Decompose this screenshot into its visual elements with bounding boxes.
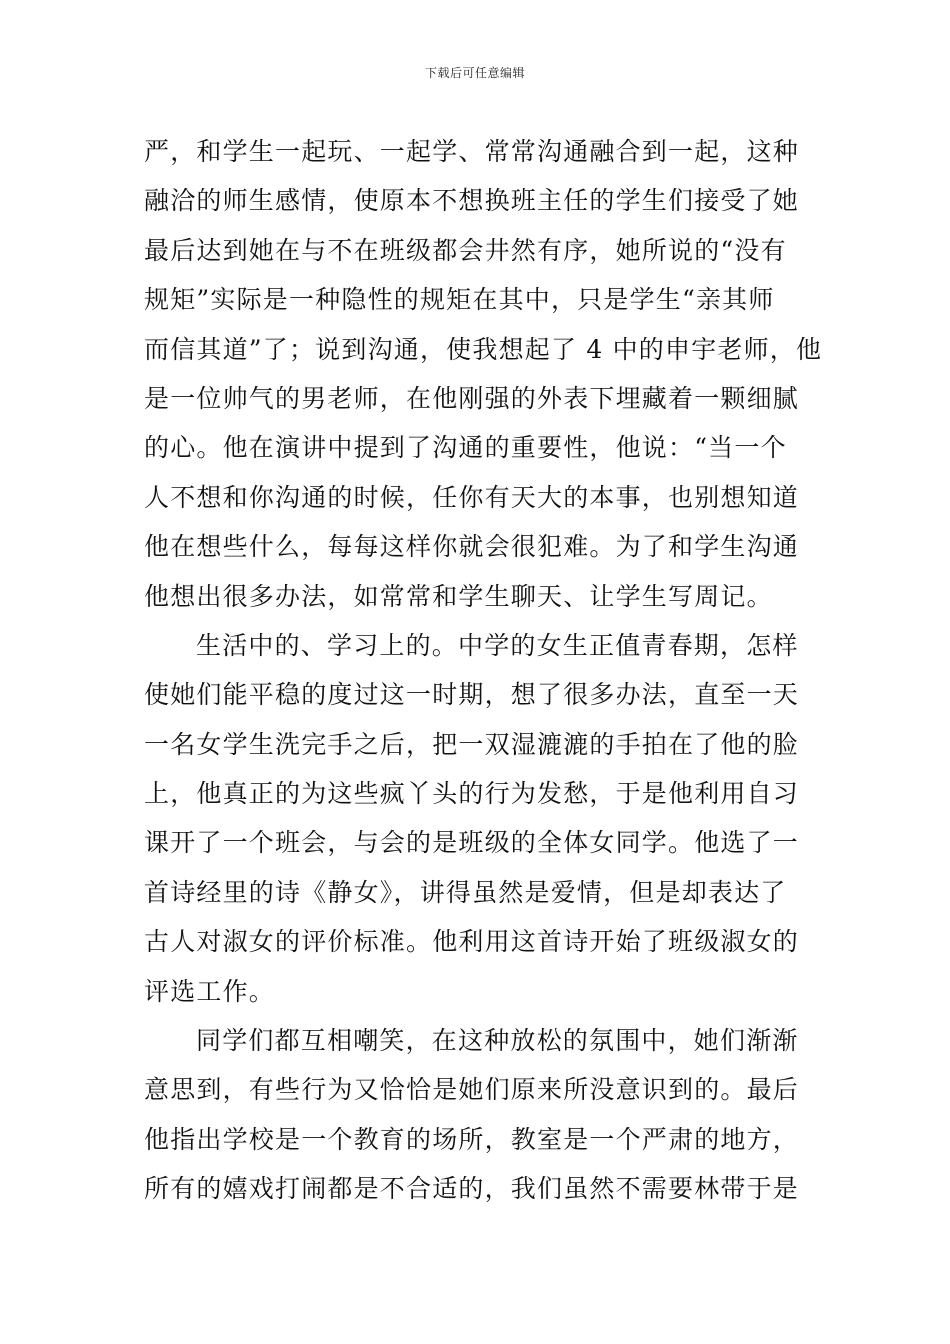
- text-line: 课开了一个班会，与会的是班级的全体女同学。他选了一: [144, 828, 800, 858]
- text-line: 是一位帅气的男老师，在他刚强的外表下埋藏着一颗细腻: [144, 383, 800, 413]
- text-line: 所有的嬉戏打闹都是不合适的，我们虽然不需要林带于是: [144, 1174, 800, 1204]
- text-line: 规矩”实际是一种隐性的规矩在其中，只是学生“亲其师: [144, 285, 775, 315]
- text-line: 他在想些什么，每每这样你就会很犯难。为了和学生沟通: [144, 532, 800, 562]
- text-line: 而信其道”了；说到沟通，使我想起了 4 中的申宇老师，他: [144, 334, 823, 364]
- text-line: 评选工作。: [144, 976, 276, 1006]
- text-line: 人不想和你沟通的时候，任你有天大的本事，也别想知道: [144, 482, 800, 512]
- text-line: 严，和学生一起玩、一起学、常常沟通融合到一起，这种: [144, 137, 800, 166]
- text-line: 融洽的师生感情，使原本不想换班主任的学生们接受了她: [144, 186, 800, 216]
- text-line: 上，他真正的为这些疯丫头的行为发愁，于是他利用自习: [144, 779, 800, 809]
- page-header: 下载后可任意编辑: [424, 66, 525, 80]
- text-line: 首诗经里的诗《静女》，讲得虽然是爱情，但是却表达了: [144, 877, 787, 907]
- text-line: 意思到，有些行为又恰恰是她们原来所没意识到的。最后: [144, 1075, 800, 1105]
- text-line: 古人对淑女的评价标准。他利用这首诗开始了班级淑女的: [144, 927, 800, 957]
- text-line: 的心。他在演讲中提到了沟通的重要性，他说：“当一个: [144, 433, 787, 463]
- text-line: 同学们都互相嘲笑，在这种放松的氛围中，她们渐渐: [196, 1026, 799, 1056]
- text-line: 一名女学生洗完手之后，把一双湿漉漉的手拍在了他的脸: [144, 729, 800, 759]
- text-line: 生活中的、学习上的。中学的女生正值青春期，怎样: [196, 630, 799, 660]
- text-line: 他想出很多办法，如常常和学生聊天、让学生写周记。: [144, 581, 773, 611]
- text-line: 使她们能平稳的度过这一时期，想了很多办法，直至一天: [144, 680, 800, 710]
- text-line: 最后达到她在与不在班级都会井然有序，她所说的“没有: [144, 235, 787, 265]
- text-line: 他指出学校是一个教育的场所，教室是一个严肃的地方，: [144, 1124, 800, 1154]
- body-text: [144, 127, 823, 1214]
